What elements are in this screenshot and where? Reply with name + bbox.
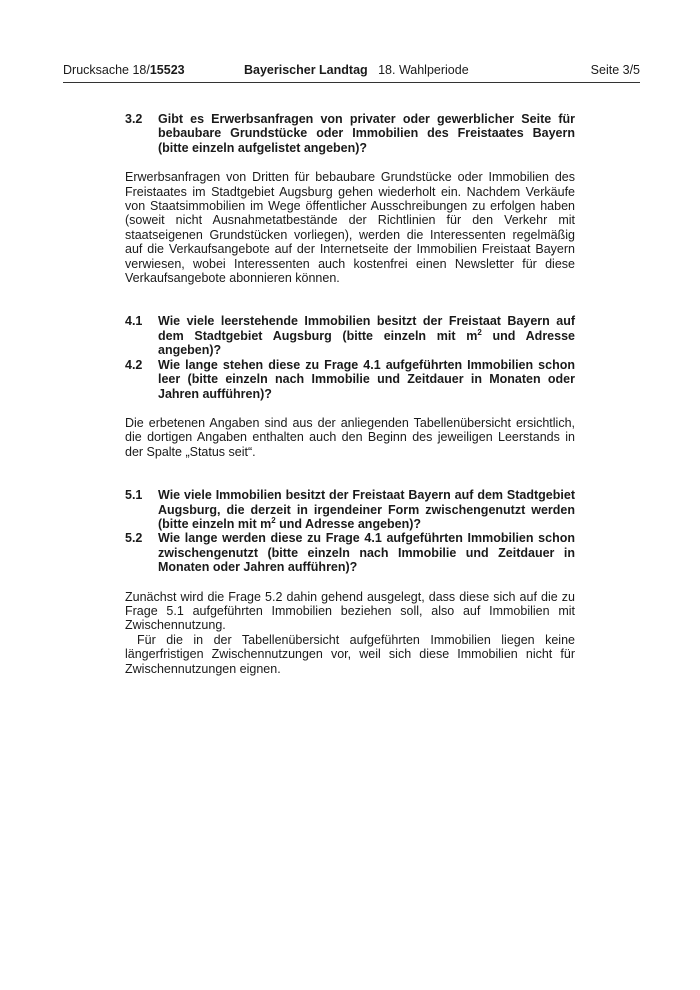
document-body (125, 112, 575, 676)
document-number-value: 15523 (149, 63, 185, 77)
question-number: 5.2 (125, 531, 143, 546)
answer-4: Die erbetenen Angaben sind aus der anliegenden Tabellenübersicht ersichtlich, die dortigen Angaben enthalten auch den Beginn des jeweiligen Leerstands in der Spalte „Status seit“. (125, 415, 575, 459)
question-4-2 (125, 358, 575, 401)
question-number: 4.1 (125, 314, 143, 329)
question-text (158, 488, 575, 531)
question-text-part: und Adresse angeben)? (158, 328, 575, 358)
election-period: 18. Wahlperiode (378, 63, 469, 77)
answer-5-paragraph-2: Für die in der Tabellenübersicht aufgeführten Immobilien liegen keine längerfristigen Zwischennutzungen vor, weil sich diese Immobilien nicht für Zwischennutzungen eignen. (125, 632, 575, 676)
answer-3-2: Erwerbsanfragen von Dritten für bebaubare Grundstücke oder Immobilien des Freistaates im Stadtgebiet Augsburg gehen wiederholt ein. Nachdem Verkäufe von Staatsimmobilien im Wege öffentlicher Ausschreibungen zu erfolgen haben (soweit nicht Ausnahmetatbestände der Richtlinien für den Verkehr mit staatseigenen Grundstücken vorliegen), werden die Interessenten regelmäßig auf die Verkaufsangebote auf der Internetseite der Immobilien Freistaat Bayern verwiesen, wobei Interessenten auch kostenfrei einen Newsletter für diese Verkaufsangebote abonnieren können. (125, 170, 575, 286)
document-number (63, 60, 185, 80)
question-text-part: Wie viele Immobilien besitzt der Freistaat Bayern auf dem Stadtgebiet Augsburg, die derzeit in irgendeiner Form zwischengenutzt werden (bitte einzeln mit m (158, 488, 575, 531)
answer-5-paragraph-1: Zunächst wird die Frage 5.2 dahin gehend ausgelegt, dass diese sich auf die zu Frage 5.1 aufgeführten Immobilien beziehen soll, also auf Immobilien mit Zwischennutzung. (125, 589, 575, 633)
superscript: 2 (477, 327, 482, 337)
document-number-prefix: Drucksache 18/ (63, 63, 150, 77)
question-5-2 (125, 531, 575, 574)
question-text-part: Wie viele leerstehende Immobilien besitzt der Freistaat Bayern auf dem Stadtgebiet Augsburg (bitte einzeln mit m (158, 314, 575, 343)
question-number: 3.2 (125, 112, 143, 126)
question-4-1 (125, 314, 575, 357)
page-number: Seite 3/5 (590, 63, 640, 77)
header-center (244, 60, 469, 80)
question-number: 4.2 (125, 357, 143, 372)
page-header (63, 60, 640, 80)
header-divider (63, 82, 640, 83)
question-text (158, 314, 575, 357)
question-5-1 (125, 488, 575, 531)
question-text: Wie lange stehen diese zu Frage 4.1 aufgeführten Immobilien schon leer (bitte einzeln nach Immobilie und Zeitdauer in Monaten oder Jahren aufführen)? (158, 357, 575, 401)
question-text-part: und Adresse angeben)? (275, 516, 422, 531)
question-3-2 (125, 112, 575, 155)
superscript: 2 (271, 515, 276, 525)
question-number: 5.1 (125, 488, 143, 503)
question-text: Wie lange werden diese zu Frage 4.1 aufgeführten Immobilien schon zwischengenutzt (bitte einzeln nach Immobilie und Zeitdauer in Monaten oder Jahren aufführen)? (158, 531, 575, 575)
parliament-name: Bayerischer Landtag (244, 63, 368, 77)
question-text: Gibt es Erwerbsanfragen von privater oder gewerblicher Seite für bebaubare Grundstücke oder Immobilien des Freistaates Bayern (bitte einzeln aufgelistet angeben)? (158, 112, 575, 155)
